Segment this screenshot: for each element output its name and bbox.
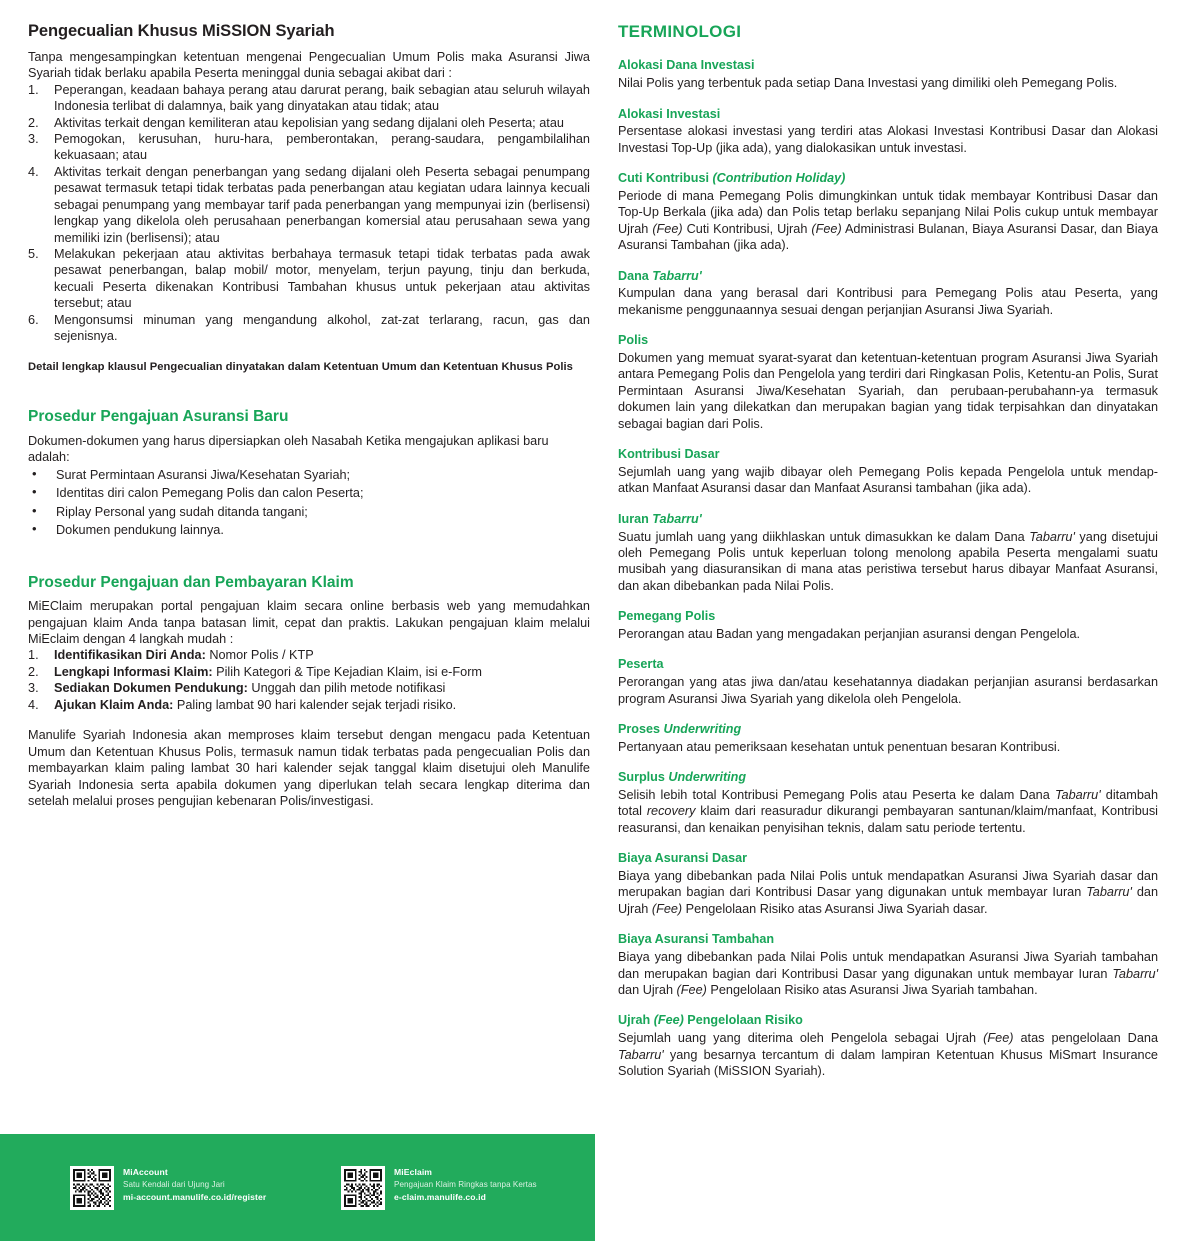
terminology-definition: Dokumen yang memuat syarat-syarat dan ketentuan-ketentuan program Asuransi Jiwa Syariah antara Pemegang Polis dan Pengelola yang terdiri dari Ringkasan Polis, Ketentu-an Polis, Surat Permintaan Asuransi Jiwa/Kesehatan Syariah, dan perubaan-perubahann-ya termasuk dokumen lain yang dilekatkan dan merupakan bagian yang tidak terpisahkan dan dinyatakan sebagai bagian dari Polis. — [618, 351, 1158, 431]
list-item — [28, 697, 590, 713]
terminology-definition: Sejumlah uang yang wajib dibayar oleh Pemegang Polis kepada Pengelola untuk mendap-atkan Manfaat Asuransi dasar dan Manfaat Asuransi tambahan (jika ada). — [618, 464, 1158, 496]
terminology-term-text: Alokasi Investasi — [618, 106, 721, 121]
terminology-definition: Nilai Polis yang terbentuk pada setiap Dana Investasi yang dimiliki oleh Pemegang Polis. — [618, 76, 1118, 91]
terminology-term — [618, 1013, 1158, 1029]
terminology-definition: Pertanyaan atau pemeriksaan kesehatan untuk penentuan besaran Kontribusi. — [618, 739, 1061, 754]
terminology-definition: Persentase alokasi investasi yang terdiri atas Alokasi Investasi Kontribusi Dasar dan Alokasi Investasi Top-Up (jika ada), yang dialokasikan untuk investasi. — [618, 124, 1158, 155]
terminology-definition: Perorangan yang atas jiwa dan/atau kesehatannya diadakan perjanjian asuransi berdasarkan program Asuransi Jiwa Syariah yang dikelola oleh Pengelola. — [618, 675, 1158, 706]
emphasis-text: (Fee) — [651, 901, 683, 916]
promo-title: MiEclaim — [394, 1167, 433, 1177]
claim-title: Prosedur Pengajuan dan Pembayaran Klaim — [28, 573, 354, 591]
list-item: • Dokumen pendukung lainnya. — [28, 521, 590, 539]
terminology-entry — [618, 932, 1158, 998]
list-item: Pemogokan, kerusuhan, huru-hara, pemberontakan, perang-saudara, pengambilalihan kekuasaan; atau — [54, 131, 590, 163]
list-item: • Identitas diri calon Pemegang Polis dan calon Peserta; — [28, 484, 590, 502]
list-item: • Riplay Personal yang sudah ditanda tangani; — [28, 503, 590, 521]
terminology-term-italic: (Contribution Holiday) — [712, 171, 846, 186]
promo-text-block — [394, 1166, 537, 1203]
list-item: Peperangan, keadaan bahaya perang atau darurat perang, baik sebagian atau seluruh wilayah Indonesia terlibat di dalamnya, baik yang dinyatakan atau tidak; atau — [54, 82, 590, 114]
list-item — [28, 680, 590, 696]
terminology-term — [618, 58, 1158, 74]
promo-url[interactable]: e-claim.manulife.co.id — [394, 1191, 486, 1202]
terminology-definition: Suatu jumlah uang yang diikhlaskan untuk dimasukkan ke dalam Dana Tabarru' yang disetujui oleh Pemegang Polis untuk keperluan tolong menolong apabila Peserta mengalami suatu musibah yang diasuransikan di mana atas peristiwa tersebut harus dibayar Manfaat Asuransi, dan akan dibebankan pada Nilai Polis. — [618, 529, 1158, 593]
exclusions-title: Pengecualian Khusus MiSSION Syariah — [28, 22, 335, 40]
step-text: Unggah dan pilih metode notifikasi — [251, 681, 446, 696]
terminology-entry — [618, 269, 1158, 319]
promo-url[interactable]: mi-account.manulife.co.id/register — [123, 1191, 267, 1202]
terminology-term-text: Cuti Kontribusi — [618, 171, 713, 186]
terminology-term-text: Dana — [618, 268, 653, 283]
list-item: Aktivitas terkait dengan kemiliteran atau kepolisian yang sedang dijalani oleh Peserta; atau — [54, 115, 564, 130]
terminology-term-tail: Pengelolaan Risiko — [683, 1013, 803, 1028]
promo-subtitle: Pengajuan Klaim Ringkas tanpa Kertas — [394, 1179, 537, 1189]
new-insurance-list — [28, 466, 590, 540]
list-item: Mengonsumsi minuman yang mengandung alkohol, zat-zat terlarang, racun, gas dan sejenisnya. — [54, 312, 590, 344]
terminology-term-italic: (Fee) — [653, 1013, 684, 1028]
terminology-term-text: Surplus — [618, 770, 669, 785]
emphasis-text: Tabarru' — [1112, 966, 1158, 981]
claim-intro: MiEClaim merupakan portal pengajuan klaim secara online berbasis web yang memudahkan pengajuan klaim Anda tanpa batasan limit, cepat dan praktis. Lakukan pengajuan klaim melalui MiEclaim dengan 4 langkah mudah : — [28, 599, 590, 647]
emphasis-text: Tabarru' — [618, 1047, 664, 1062]
terminology-entry — [618, 851, 1158, 917]
terminology-entry — [618, 609, 1158, 642]
terminology-term-text: Peserta — [618, 657, 664, 672]
left-column — [28, 22, 590, 809]
list-item — [28, 647, 590, 663]
promo-mieclaim[interactable] — [341, 1166, 537, 1210]
terminology-term-text: Biaya Asuransi Dasar — [618, 851, 748, 866]
terminology-term-text: Iuran — [618, 511, 653, 526]
promo-text-block — [123, 1166, 266, 1203]
terminology-term-italic: Tabarru' — [652, 268, 702, 283]
terminology-term-italic: Underwriting — [668, 770, 747, 785]
list-item: • Surat Permintaan Asuransi Jiwa/Kesehatan Syariah; — [28, 466, 590, 484]
new-insurance-title: Prosedur Pengajuan Asuransi Baru — [28, 408, 289, 426]
exclusions-list — [28, 82, 590, 345]
terminology-term — [618, 609, 1158, 625]
terminology-definition: Biaya yang dibebankan pada Nilai Polis untuk mendapatkan Asuransi Jiwa Syariah dasar dan merupakan bagian dari Kontribusi Dasar yang digunakan untuk membayar Iuran Tabarru' dan Ujrah (Fee) Pengelolaan Risiko atas Asuransi Jiwa Syariah dasar. — [618, 869, 1159, 916]
list-item: Aktivitas terkait dengan penerbangan yang sedang dijalani oleh Peserta sebagai penumpang pesawat termasuk tetapi tidak terbatas pada penerbangan atau kegiatan udara lainnya kecuali sebagai penumpang yang membayar tarif pada penerbangan yang mempunyai izin (berlisensi) lengkap yang dikelola oleh perusahaan penerbangan komersial atau perusahaan sewa yang memiliki izin (berlisensi); atau — [54, 164, 590, 245]
step-label: Lengkapi Informasi Klaim: — [54, 664, 213, 679]
terminology-definition: Biaya yang dibebankan pada Nilai Polis untuk mendapatkan Asuransi Jiwa Syariah tambahan dan merupakan bagian dari Kontribusi Dasar yang digunakan untuk membayar Iuran Tabarru' dan Ujrah (Fee) Pengelolaan Risiko atas Asuransi Jiwa Syariah tambahan. — [618, 950, 1158, 997]
step-label: Ajukan Klaim Anda: — [54, 697, 174, 712]
exclusions-note: Detail lengkap klausul Pengecualian dinyatakan dalam Ketentuan Umum dan Ketentuan Khusus Polis — [28, 360, 573, 373]
emphasis-text: recovery — [646, 804, 696, 819]
terminology-definition: Perorangan atau Badan yang mengadakan perjanjian asuransi dengan Pengelola. — [618, 627, 1081, 642]
step-text: Nomor Polis / KTP — [209, 648, 314, 663]
terminology-term — [618, 722, 1158, 738]
right-column — [618, 22, 1158, 1079]
terminology-term — [618, 512, 1158, 528]
terminology-term — [618, 770, 1158, 786]
list-item: Melakukan pekerjaan atau aktivitas berbahaya termasuk tetapi tidak terbatas pada awak pesawat penerbangan, balap mobil/ motor, menyelam, terjun payung, tinju dan berkuda, kecuali Peserta dikenakan Kontribusi Tambahan khusus untuk pekerjaan atau aktivitas tersebut; atau — [54, 247, 590, 311]
terminology-term-text: Biaya Asuransi Tambahan — [618, 932, 775, 947]
promo-title: MiAccount — [123, 1167, 168, 1177]
terminology-definition: Periode di mana Pemegang Polis dimungkinkan untuk tidak membayar Kontribusi Dasar dan Top-Up Berkala (jika ada) dan Polis tetap berlaku sepanjang Nilai Polis cukup untuk membayar Ujrah (Fee) Cuti Kontribusi, Ujrah (Fee) Administrasi Bulanan, Biaya Asuransi Dasar, dan Biaya Asuransi Tambahan (jika ada). — [618, 188, 1158, 253]
terminology-definition: Selisih lebih total Kontribusi Pemegang Polis atau Peserta ke dalam Dana Tabarru' ditambah total recovery klaim dari reasuradur dikurangi pembayaran santunan/klaim/manfaat, Kontribusi reasuransi, dan kenaikan penyisihan teknis, dalam satu periode tertentu. — [618, 787, 1158, 835]
footer-banner — [0, 1134, 595, 1241]
qr-code-mieclaim-icon[interactable] — [341, 1166, 385, 1210]
terminology-entry — [618, 722, 1158, 755]
terminology-term-text: Alokasi Dana Investasi — [618, 58, 755, 73]
terminology-entry — [618, 171, 1158, 253]
terminology-term — [618, 333, 1158, 349]
terminology-term-text: Proses — [618, 722, 664, 737]
terminology-entry — [618, 107, 1158, 157]
step-label: Identifikasikan Diri Anda: — [54, 648, 206, 663]
terminology-term — [618, 269, 1158, 285]
terminologi-title: TERMINOLOGI — [618, 22, 742, 41]
emphasis-text: (Fee) — [811, 221, 842, 236]
terminology-entry — [618, 333, 1158, 432]
emphasis-text: (Fee) — [983, 1031, 1014, 1046]
emphasis-text: Tabarru' — [1054, 787, 1101, 802]
terminology-entry — [618, 447, 1158, 497]
terminology-definition: Sejumlah uang yang diterima oleh Pengelola sebagai Ujrah (Fee) atas pengelolaan Dana Tabarru' yang besarnya tercantum di dalam lampiran Ketentuan Khusus MiSmart Insurance Solution Syariah (MiSSION Syariah). — [618, 1031, 1158, 1078]
terminology-term — [618, 171, 1158, 187]
terminology-list — [618, 58, 1158, 1079]
claim-closing: Manulife Syariah Indonesia akan memproses klaim tersebut dengan mengacu pada Ketentuan Umum dan Ketentuan Khusus Polis, termasuk namun tidak terbatas pada pengecualian Polis dan membayarkan klaim paling lambat 30 hari kalender sejak tanggal klaim disetujui oleh Manulife Syariah Indonesia serta apabila dokumen yang diperlukan telah secara lengkap diterima dan setelah melalui proses pengujian kebenaran Polis/investigasi. — [28, 728, 590, 808]
promo-miaccount[interactable] — [70, 1166, 266, 1210]
terminology-term — [618, 657, 1158, 673]
promo-subtitle: Satu Kendali dari Ujung Jari — [123, 1179, 225, 1189]
step-text: Pilih Kategori & Tipe Kejadian Klaim, isi e-Form — [216, 664, 482, 679]
new-insurance-intro: Dokumen-dokumen yang harus dipersiapkan oleh Nasabah Ketika mengajukan aplikasi baru adalah: — [28, 434, 549, 465]
terminology-term-text: Kontribusi Dasar — [618, 447, 720, 462]
terminology-term — [618, 851, 1158, 867]
terminology-entry — [618, 770, 1158, 836]
terminology-term-italic: Underwriting — [663, 722, 742, 737]
terminology-term — [618, 447, 1158, 463]
step-text: Paling lambat 90 hari kalender sejak terjadi risiko. — [176, 697, 457, 712]
qr-code-miaccount-icon[interactable] — [70, 1166, 114, 1210]
terminology-entry — [618, 1013, 1158, 1079]
emphasis-text: Tabarru' — [1029, 529, 1075, 544]
terminology-term — [618, 107, 1158, 123]
terminology-entry — [618, 657, 1158, 707]
terminology-term-text: Pemegang Polis — [618, 609, 716, 624]
terminology-definition: Kumpulan dana yang berasal dari Kontribusi para Pemegang Polis atau Peserta, yang mekanisme penggunaannya sesuai dengan perjanjian Asuransi Jiwa Syariah. — [618, 286, 1158, 317]
emphasis-text: (Fee) — [652, 221, 683, 236]
step-label: Sediakan Dokumen Pendukung: — [54, 681, 248, 696]
emphasis-text: Tabarru' — [1086, 885, 1132, 900]
terminology-entry — [618, 512, 1158, 594]
terminology-term-text: Ujrah — [618, 1013, 654, 1028]
terminology-term-text: Polis — [618, 333, 649, 348]
terminology-term — [618, 932, 1158, 948]
terminology-entry — [618, 58, 1158, 91]
list-item — [28, 664, 590, 680]
claim-steps-list — [28, 647, 590, 713]
emphasis-text: (Fee) — [676, 982, 707, 997]
terminology-term-italic: Tabarru' — [652, 511, 702, 526]
exclusions-intro: Tanpa mengesampingkan ketentuan mengenai Pengecualian Umum Polis maka Asuransi Jiwa Syariah tidak berlaku apabila Peserta meninggal dunia sebagai akibat dari : — [28, 49, 590, 81]
